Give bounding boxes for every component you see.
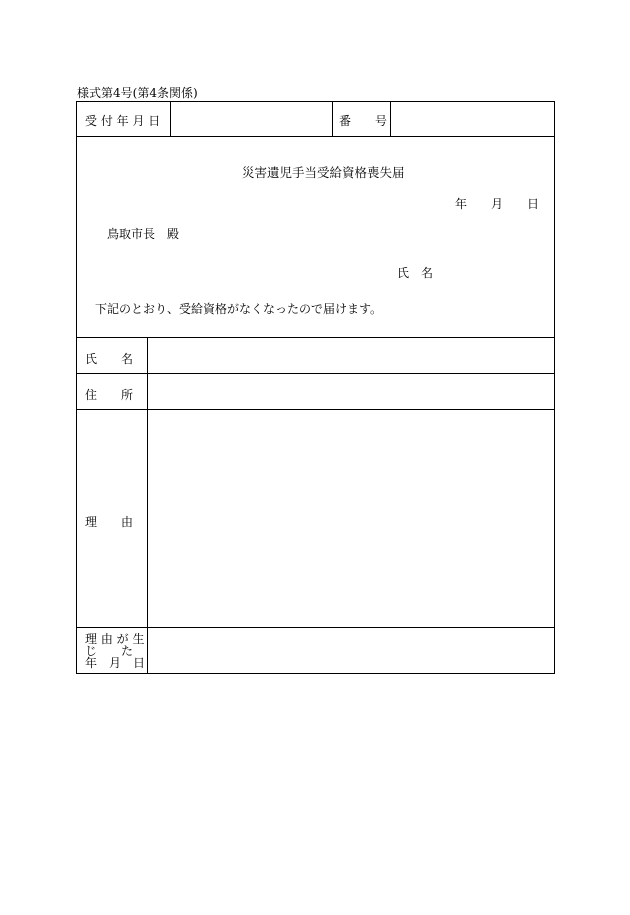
address-field[interactable] xyxy=(149,374,555,409)
received-date-label: 受 付 年 月 日 xyxy=(85,114,161,128)
address-label: 住 所 xyxy=(85,388,134,402)
name-field[interactable] xyxy=(149,338,555,373)
reason-label: 理 由 xyxy=(85,515,134,529)
applicant-name-label: 氏 名 xyxy=(397,266,434,280)
divider xyxy=(332,102,333,136)
reason-date-field[interactable] xyxy=(149,628,555,674)
number-field[interactable] xyxy=(391,102,555,136)
reason-date-label-2: じ た xyxy=(85,644,134,658)
number-label: 番 号 xyxy=(339,114,388,128)
submission-date: 年 月 日 xyxy=(455,197,540,211)
document-title: 災害遺児手当受給資格喪失届 xyxy=(242,165,405,180)
statement: 下記のとおり、受給資格がなくなったので届けます。 xyxy=(95,302,383,316)
received-date-field[interactable] xyxy=(171,102,332,136)
divider xyxy=(147,337,148,674)
form-frame xyxy=(76,101,555,674)
name-label: 氏 名 xyxy=(85,352,134,366)
divider xyxy=(77,136,554,137)
reason-field[interactable] xyxy=(149,410,555,627)
reason-date-label-3: 年 月 日 xyxy=(85,656,146,670)
form-number: 様式第4号(第4条関係) xyxy=(77,86,198,100)
addressee: 鳥取市長 殿 xyxy=(107,227,180,241)
reason-date-label-1: 理 由 が 生 xyxy=(85,632,145,646)
